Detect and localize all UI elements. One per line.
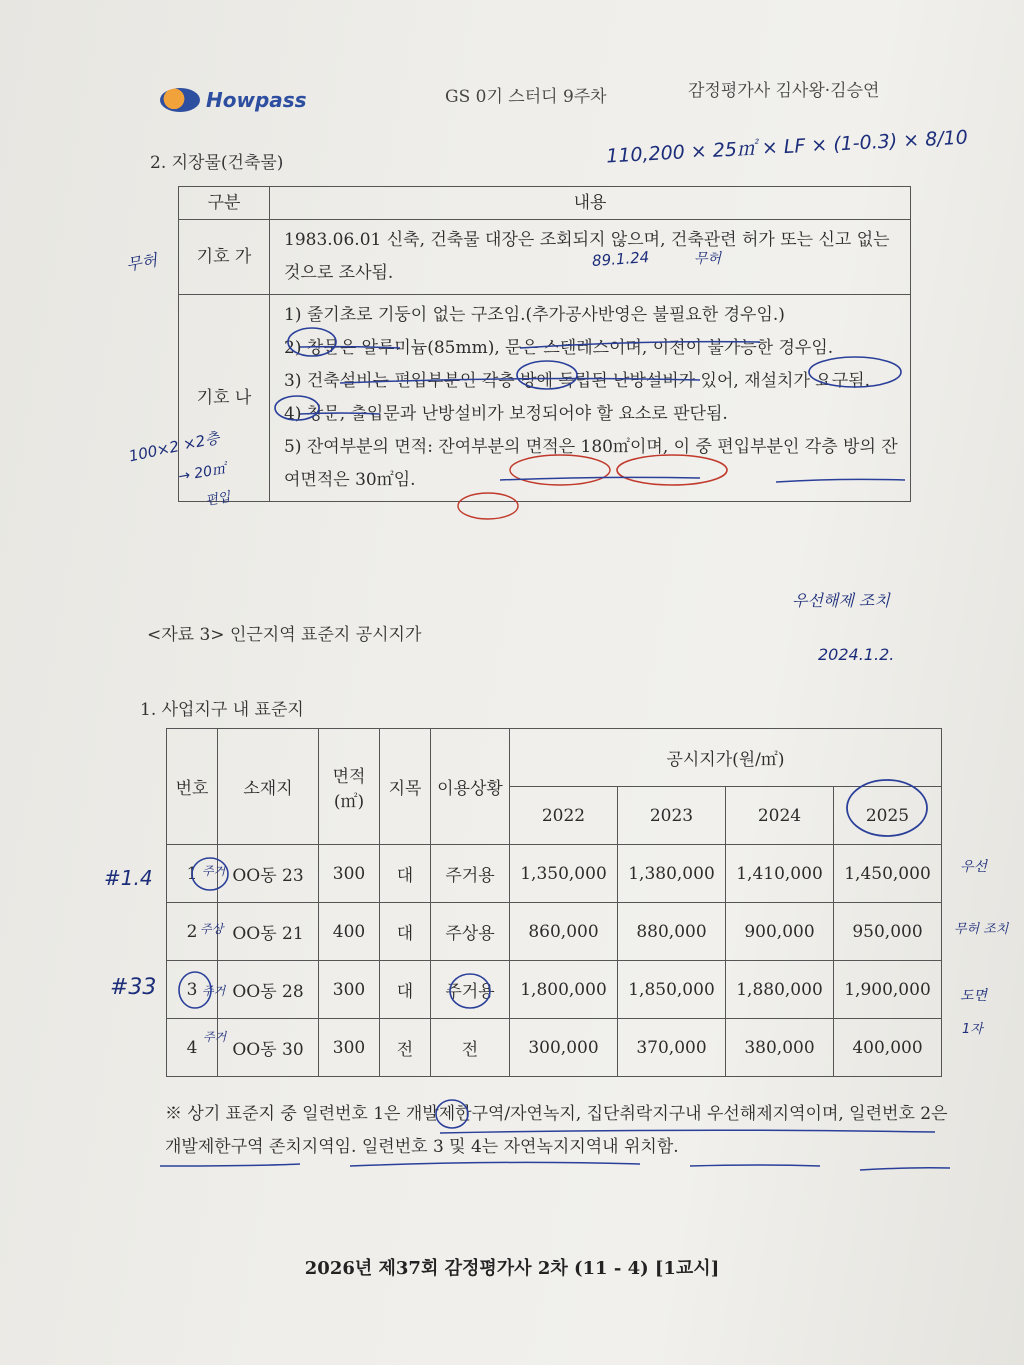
- pen-underline: [500, 477, 905, 482]
- pen-circle: [617, 455, 727, 485]
- pen-underline: [440, 1130, 935, 1133]
- price-cell: 1,350,000: [510, 845, 618, 903]
- section-title-building: 2. 지장물(건축물): [150, 153, 284, 173]
- course-title: GS 0기 스터디 9주차: [445, 87, 607, 107]
- header-cell: 소재지: [218, 729, 319, 845]
- year-cell: 2023: [618, 787, 726, 845]
- handwritten-note: 무허 조치: [954, 922, 1009, 937]
- row-area: 300: [319, 961, 380, 1019]
- row-location: OO동 23: [218, 845, 319, 903]
- table-note: ※ 상기 표준지 중 일련번호 1은 개발제한구역/자연녹지, 집단취락지구내 우선해제지역이며, 일련번호 2은 개발제한구역 존치지역임. 일련번호 3 및 4는 자연녹지지역내 위치함.: [165, 1104, 948, 1157]
- logo-text: Howpass: [206, 88, 307, 112]
- price-cell: 1,410,000: [726, 845, 834, 903]
- list-item: 4) 창문, 출입문과 난방설비가 보정되어야 할 요소로 판단됨.: [284, 404, 728, 424]
- price-cell: 1,850,000: [618, 961, 726, 1019]
- handwritten-note: 무허: [694, 251, 722, 267]
- pen-circle: [288, 328, 336, 356]
- price-cell: 300,000: [510, 1019, 618, 1077]
- price-cell: 370,000: [618, 1019, 726, 1077]
- list-item: 3) 건축설비는 편입부분인 각층 방에 독립된 난방설비가 있어, 재설치가 요구됨.: [284, 371, 870, 391]
- pen-circle: [436, 1100, 468, 1128]
- price-cell: 400,000: [834, 1019, 942, 1077]
- price-cell: 900,000: [726, 903, 834, 961]
- row-no: 3: [167, 961, 218, 1019]
- pen-underline: [690, 1165, 950, 1170]
- header-cell: 이용상황: [431, 729, 510, 845]
- price-cell: 380,000: [726, 1019, 834, 1077]
- pen-circle: [275, 396, 319, 420]
- row-category: 대: [380, 845, 431, 903]
- row-category: 대: [380, 961, 431, 1019]
- row-usage: 전: [431, 1019, 510, 1077]
- handwritten-formula: 110,200 × 25㎡ × LF × (1-0.3) × 8/10: [605, 126, 969, 168]
- handwritten-note: 무허: [124, 250, 159, 275]
- row-no: 2: [167, 903, 218, 961]
- handwritten-note: 주거: [202, 984, 226, 998]
- price-cell: 1,380,000: [618, 845, 726, 903]
- handwritten-note: 100×2 ×2층: [127, 428, 222, 466]
- handwritten-note: #33: [110, 975, 157, 1000]
- handwritten-note: 우선: [960, 859, 988, 875]
- material-title: <자료 3> 인근지역 표준지 공시지가: [147, 625, 422, 645]
- list-item: 5) 잔여부분의 면적: 잔여부분의 면적은 180㎡이며, 이 중 편입부분인 각층 방의 잔여면적은 30㎡임.: [284, 437, 898, 490]
- price-cell: 880,000: [618, 903, 726, 961]
- row-area: 300: [319, 845, 380, 903]
- authors: 감정평가사 김사왕·김승연: [688, 81, 880, 101]
- pen-circle: [179, 972, 211, 1008]
- pen-circle: [192, 858, 228, 890]
- row-usage: 주거용: [431, 961, 510, 1019]
- price-cell: 950,000: [834, 903, 942, 961]
- row-usage: 주상용: [431, 903, 510, 961]
- pen-circle: [458, 493, 518, 519]
- handwritten-note: → 20㎡: [177, 460, 228, 486]
- subsection-title: 1. 사업지구 내 표준지: [140, 700, 304, 720]
- pen-circle: [847, 780, 927, 836]
- handwritten-note: 우선해제 조치: [792, 591, 890, 610]
- handwritten-note: 1자: [962, 1022, 983, 1037]
- handwritten-note: #1.4: [104, 866, 153, 890]
- handwritten-note: 편입: [204, 489, 232, 510]
- handwritten-note: 도면: [960, 988, 988, 1004]
- handwritten-note: 주상: [200, 922, 224, 936]
- price-cell: 1,450,000: [834, 845, 942, 903]
- pen-circle: [510, 455, 610, 485]
- row-no: 1: [167, 845, 218, 903]
- row-location: OO동 21: [218, 903, 319, 961]
- pen-circle: [517, 361, 577, 389]
- row-usage: 주거용: [431, 845, 510, 903]
- row-no: 4: [167, 1019, 218, 1077]
- pen-circle: [809, 357, 901, 387]
- row-location: OO동 28: [218, 961, 319, 1019]
- handwritten-note: 주거: [202, 864, 226, 878]
- header-cell: 지목: [380, 729, 431, 845]
- row-label: 기호 나: [179, 295, 270, 502]
- pen-underline: [300, 342, 760, 348]
- row-area: 300: [319, 1019, 380, 1077]
- header-cell: 구분: [179, 187, 270, 220]
- row-text: 1983.06.01 신축, 건축물 대장은 조회되지 않으며, 건축관련 허가 또는 신고 없는 것으로 조사됨.: [270, 220, 911, 295]
- pen-underline: [300, 413, 380, 414]
- row-category: 대: [380, 903, 431, 961]
- year-cell: 2024: [726, 787, 834, 845]
- pen-circle: [450, 974, 490, 1008]
- price-cell: 1,800,000: [510, 961, 618, 1019]
- price-cell: 1,880,000: [726, 961, 834, 1019]
- row-area: 400: [319, 903, 380, 961]
- pen-underline: [160, 1162, 640, 1166]
- year-cell: 2025: [834, 787, 942, 845]
- row-location: OO동 30: [218, 1019, 319, 1077]
- area-unit: (㎡): [333, 791, 365, 812]
- header-cell: 공시지가(원/㎡): [510, 729, 942, 787]
- header-cell: 번호: [167, 729, 218, 845]
- header-cell: 내용: [270, 187, 911, 220]
- handwritten-note: 주거: [203, 1030, 227, 1044]
- handwritten-note: 2024.1.2.: [818, 645, 895, 664]
- list-item: 1) 줄기초로 기둥이 없는 구조임.(추가공사반영은 불필요한 경우임.): [284, 305, 785, 325]
- page-footer: 2026년 제37회 감정평가사 2차 (11 - 4) [1교시]: [304, 1258, 720, 1279]
- area-label: 면적: [332, 766, 366, 787]
- year-cell: 2022: [510, 787, 618, 845]
- row-label: 기호 가: [179, 220, 270, 295]
- price-cell: 860,000: [510, 903, 618, 961]
- row-category: 전: [380, 1019, 431, 1077]
- list-item: 2) 창문은 알루미늄(85mm), 문은 스텐레스이며, 이전이 불가능한 경우임.: [284, 338, 834, 358]
- handwritten-note: 89.1.24: [591, 248, 650, 270]
- price-cell: 1,900,000: [834, 961, 942, 1019]
